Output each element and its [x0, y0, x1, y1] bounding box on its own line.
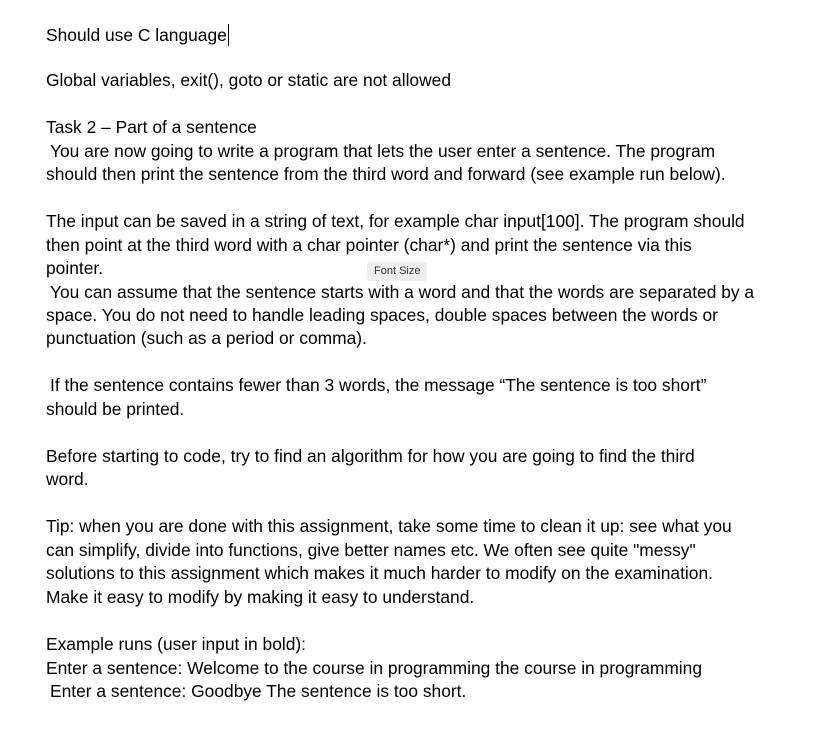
tip-paragraph-line-2: can simplify, divide into functions, give better names etc. We often see quite "messy"	[46, 540, 696, 560]
task-heading: Task 2 – Part of a sentence	[46, 117, 257, 137]
input-paragraph-line-3: pointer.	[46, 258, 104, 278]
short-paragraph-line-2: should be printed.	[46, 399, 185, 419]
title-text: Should use C language	[46, 25, 227, 45]
document-line-title[interactable]	[46, 24, 229, 47]
intro-line-1: You are now going to write a program that lets the user enter a sentence. The program	[50, 141, 716, 161]
text-cursor	[228, 24, 230, 46]
example-line-1: Enter a sentence: Welcome to the course in programming the course in programming	[46, 658, 703, 678]
tip-paragraph-line-3: solutions to this assignment which makes it much harder to modify on the examination.	[46, 563, 713, 583]
algorithm-paragraph-line-2: word.	[46, 469, 89, 489]
example-line-2: Enter a sentence: Goodbye The sentence is too short.	[50, 681, 467, 701]
tip-paragraph-line-4: Make it easy to modify by making it easy to understand.	[46, 587, 475, 607]
assume-paragraph-line-1: You can assume that the sentence starts with a word and that the words are separated by a	[50, 282, 755, 302]
input-paragraph-line-2: then point at the third word with a char pointer (char*) and print the sentence via this	[46, 235, 692, 255]
assume-paragraph-line-2: space. You do not need to handle leading spaces, double spaces between the words or	[46, 305, 718, 325]
short-paragraph-line-1: If the sentence contains fewer than 3 words, the message “The sentence is too short”	[50, 375, 707, 395]
font-size-tooltip: Font Size	[367, 262, 427, 281]
algorithm-paragraph-line-1: Before starting to code, try to find an algorithm for how you are going to find the third	[46, 446, 695, 466]
input-paragraph-line-1: The input can be saved in a string of text, for example char input[100]. The program should	[46, 211, 745, 231]
tip-paragraph-line-1: Tip: when you are done with this assignment, take some time to clean it up: see what you	[46, 516, 732, 536]
intro-line-2: should then print the sentence from the third word and forward (see example run below).	[46, 164, 726, 184]
rule-line: Global variables, exit(), goto or static are not allowed	[46, 70, 452, 90]
example-heading: Example runs (user input in bold):	[46, 634, 307, 654]
assume-paragraph-line-3: punctuation (such as a period or comma).	[46, 328, 367, 348]
